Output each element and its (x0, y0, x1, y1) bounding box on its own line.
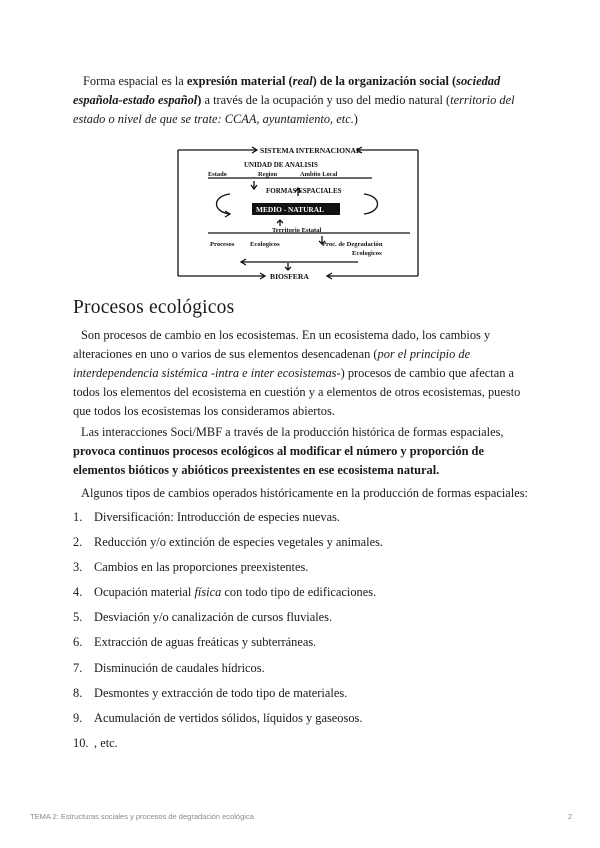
intro-paragraph: Forma espacial es la expresión material (real) de la organización social (sociedad española-estado español) a través de la ocupación y uso del medio natural (territorio del estado o nivel de que se trate: CCAA, ayuntamiento, etc.) (73, 74, 515, 126)
list-item: 9. Acumulación de vertidos sólidos, líquidos y gaseosos. (73, 710, 363, 725)
cambios-list (73, 508, 533, 759)
diagram-unidad: UNIDAD DE ANALISIS (244, 161, 318, 169)
diagram-procesos: Procesos (210, 241, 235, 248)
footer-title: TEMA 2: Estructuras sociales y procesos de degradación ecológica (30, 812, 254, 821)
procesos-paragraph-3: Algunos tipos de cambios operados históricamente en la producción de formas espaciales: (81, 486, 528, 500)
diagram-ecologicos: Ecologicos (250, 241, 280, 248)
procesos-paragraph-1: Son procesos de cambio en los ecosistemas. En un ecosistema dado, los cambios y alteraciones en uno o varios de sus elementos desencadenan (por el principio de interdependencia sistémica -intra e inter ecosistemas-) procesos de cambio que afectan a todos los elementos del ecosistema en cuestión y a elementos de otros ecosistemas, puesto que todos los ecosistemas los consideramos abiertos. (73, 328, 521, 418)
list-item: 1. Diversificación: Introducción de especies nuevas. (73, 510, 340, 524)
list-item: 10. , etc. (73, 735, 118, 750)
diagram-proc-deg: Proc. de Degradación (322, 241, 383, 248)
page-number: 2 (567, 812, 572, 821)
diagram-biosfera: BIOSFERA (270, 272, 309, 280)
diagram-formas: FORMAS ESPACIALES (266, 187, 342, 195)
list-item: 8. Desmontes y extracción de todo tipo de materiales. (73, 685, 348, 700)
diagram-estado: Estado (208, 171, 227, 178)
diagram-territorio: Territorio Estatal (272, 227, 322, 234)
list-item: 3. Cambios en las proporciones preexistentes. (73, 560, 309, 575)
diagram-ecologicos2: Ecologicos (352, 250, 382, 257)
diagram-sistema: SISTEMA INTERNACIONAL (260, 146, 362, 155)
list-item: 5. Desviación y/o canalización de cursos fluviales. (73, 610, 333, 625)
diagram-region: Region (258, 171, 278, 178)
list-item: 4. Ocupación material física con todo tipo de edificaciones. (73, 585, 377, 600)
list-item: 7. Disminución de caudales hídricos. (73, 660, 265, 675)
section-title: Procesos ecológicos (73, 297, 235, 318)
diagram-medio: MEDIO - NATURAL (256, 205, 325, 214)
diagram-ambito: Ambito Local (300, 171, 338, 178)
page-footer (30, 812, 572, 821)
list-item: 2. Reducción y/o extinción de especies vegetales y animales. (73, 535, 384, 550)
procesos-paragraph-2: Las interacciones Soci/MBF a través de la producción histórica de formas espaciales, provoca continuos procesos ecológicos al modificar el número y proporción de elementos bióticos y abióticos preexistentes en ese ecosistema natural. (73, 425, 504, 477)
list-item: 6. Extracción de aguas freáticas y subterráneas. (73, 635, 317, 650)
forma-espacial-diagram (172, 140, 424, 280)
diagram-svg (172, 140, 424, 280)
